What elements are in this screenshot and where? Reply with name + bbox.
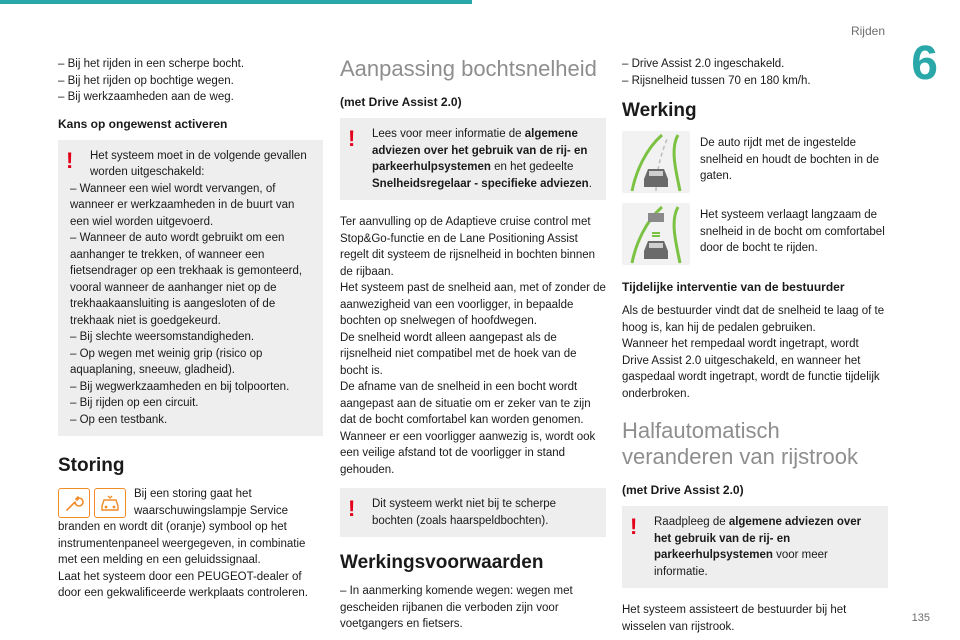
list-item: – Wanneer de auto wordt gebruikt om een aanhanger te trekken, of wanneer een fietsendrager op een trekhaak is gemonteerd, vooral wanneer de aanhanger niet op de trekhaakaansluiting is aangesloten of de trekhaak niet is goedgekeurd. xyxy=(70,232,303,327)
notice-intro: Het systeem moet in de volgende gevallen worden uitgeschakeld: xyxy=(90,149,307,178)
warning-notice xyxy=(340,118,606,200)
notice-text-bold: algemene adviezen over het gebruik van de rij- en parkeerhulpsystemen xyxy=(654,516,862,561)
top-accent-bar xyxy=(0,0,472,4)
notice-text: Dit systeem werkt niet bij te scherpe bochten (zoals haarspeldbochten). xyxy=(372,498,557,527)
chapter-number: 6 xyxy=(911,37,938,90)
list-item: – Wanneer een wiel wordt vervangen, of wanneer er werkzaamheden in de buurt van een wiel worden uitgevoerd. xyxy=(70,182,295,228)
warning-icon: ! xyxy=(66,147,74,173)
paragraph: Als de bestuurder vindt dat de snelheid te laag of te hoog is, kan hij de pedalen gebruiken. xyxy=(622,305,885,334)
list-item: – In aanmerking komende wegen: wegen met gescheiden rijbanen die verboden zijn voor voetgangers en fietsers. xyxy=(340,585,573,630)
warning-notice xyxy=(622,506,888,588)
paragraph: De snelheid wordt alleen aangepast als de rijsnelheid niet compatibel met de hoek van de bocht is. xyxy=(340,331,577,377)
notice-text-part: Lees voor meer informatie de xyxy=(372,128,525,140)
paragraph: Wanneer er een voorligger aanwezig is, wordt ook een veilige afstand tot de voorligger in stand gehouden. xyxy=(340,430,596,476)
notice-text-part: . xyxy=(588,177,592,190)
column-2 xyxy=(340,56,606,633)
body-text xyxy=(340,214,606,478)
list-item: – Bij rijden op een circuit. xyxy=(70,397,199,409)
notice-text-bold: Snelheidsregelaar - specifieke adviezen xyxy=(372,177,589,190)
curve-road-car-icon xyxy=(622,131,690,193)
notice-text-part: Raadpleeg de xyxy=(654,516,729,528)
heading-halfautomatisch: Halfautomatisch veranderen van rijstrook xyxy=(622,418,859,469)
storing-block xyxy=(58,486,323,602)
warning-icon: ! xyxy=(348,126,356,151)
notice-text xyxy=(634,514,878,580)
storing-icons xyxy=(58,488,126,518)
list-item: – Op een testbank. xyxy=(70,413,168,426)
werking-row-1 xyxy=(622,131,888,193)
curve-road-slowdown-icon xyxy=(622,203,690,265)
storing-heading: Storing xyxy=(58,455,125,476)
list-item: – Op wegen met weinig grip (risico op aquaplaning, sneeuw, gladheid). xyxy=(70,347,263,376)
interventie-body xyxy=(622,303,888,402)
notice-text xyxy=(352,126,596,192)
warning-notice xyxy=(58,140,323,437)
subheading-ongewenst: Kans op ongewenst activeren xyxy=(58,116,228,131)
heading-bochtsnelheid: Aanpassing bochtsnelheid xyxy=(340,56,597,81)
chapter-title: Rijden xyxy=(850,24,885,38)
werking-row-2 xyxy=(622,203,888,265)
storing-text: Bij een storing gaat het waarschuwingslampje Service branden en wordt dit (oranje) symbool op het instrumentenpaneel weergegeven, in combinatie met een melding en een geluidssignaal. xyxy=(58,488,306,566)
notice-text-part: en het gedeelte xyxy=(490,161,574,173)
subheading-drive-assist: (met Drive Assist 2.0) xyxy=(622,483,744,497)
werking-text-2: Het systeem verlaagt langzaam de snelheid in de bocht om comfortabel door de bocht te rijden. xyxy=(700,209,885,254)
list-item: – Drive Assist 2.0 ingeschakeld. xyxy=(622,58,785,70)
werking-text-1: De auto rijdt met de ingestelde snelheid en houdt de bochten in de gaten. xyxy=(700,137,880,182)
conditions-list xyxy=(622,56,888,89)
car-service-icon xyxy=(94,488,126,518)
list-item: – Bij het rijden op bochtige wegen. xyxy=(58,74,234,87)
list-item: – Bij het rijden in een scherpe bocht. xyxy=(58,58,245,70)
voorwaarden-heading: Werkingsvoorwaarden xyxy=(340,552,544,573)
werking-heading: Werking xyxy=(622,100,697,121)
list-item: – Bij werkzaamheden aan de weg. xyxy=(58,91,234,103)
warning-icon: ! xyxy=(630,514,638,539)
list-item: – Bij wegwerkzaamheden en bij tolpoorten. xyxy=(70,380,290,393)
bullet-list-top xyxy=(58,56,323,106)
paragraph: Ter aanvulling op de Adaptieve cruise control met Stop&Go-functie en de Lane Positioning Assist regelt dit systeem de rijsnelheid in bochten binnen de rijbaan. xyxy=(340,216,596,278)
paragraph: Wanneer het rempedaal wordt ingetrapt, wordt Drive Assist 2.0 uitgeschakeld, en wanneer het gaspedaal wordt ingetrapt, wordt de functie tijdelijk onderbroken. xyxy=(622,338,880,400)
notice-text-part: voor meer informatie. xyxy=(654,549,828,578)
subheading-drive-assist: (met Drive Assist 2.0) xyxy=(340,95,462,109)
wrench-icon xyxy=(58,488,90,518)
warning-notice-2 xyxy=(340,488,606,537)
warning-icon: ! xyxy=(348,496,356,521)
list-item: – Rijsnelheid tussen 70 en 180 km/h. xyxy=(622,74,811,87)
interventie-heading: Tijdelijke interventie van de bestuurder xyxy=(622,280,845,294)
paragraph: De afname van de snelheid in een bocht wordt aangepast aan de situatie om er zeker van te zijn dat de bocht comfortabel kan worden genomen. xyxy=(340,381,591,426)
page-number: 135 xyxy=(911,612,930,624)
storing-text-2: Laat het systeem door een PEUGEOT-dealer of door een gekwalificeerde werkplaats controleren. xyxy=(58,570,308,599)
notice-text-bold: algemene adviezen over het gebruik van de rij- en parkeerhulpsystemen xyxy=(372,128,588,173)
column-1 xyxy=(58,56,323,602)
paragraph: Het systeem past de snelheid aan, met of zonder de aanwezigheid van een voorligger, in bepaalde bochten op snelwegen of hoofdwegen. xyxy=(340,282,606,327)
list-item: – Bij slechte weersomstandigheden. xyxy=(70,331,255,343)
column-3 xyxy=(622,56,888,635)
paragraph: Het systeem assisteert de bestuurder bij het wisselen van rijstrook. xyxy=(622,604,847,633)
